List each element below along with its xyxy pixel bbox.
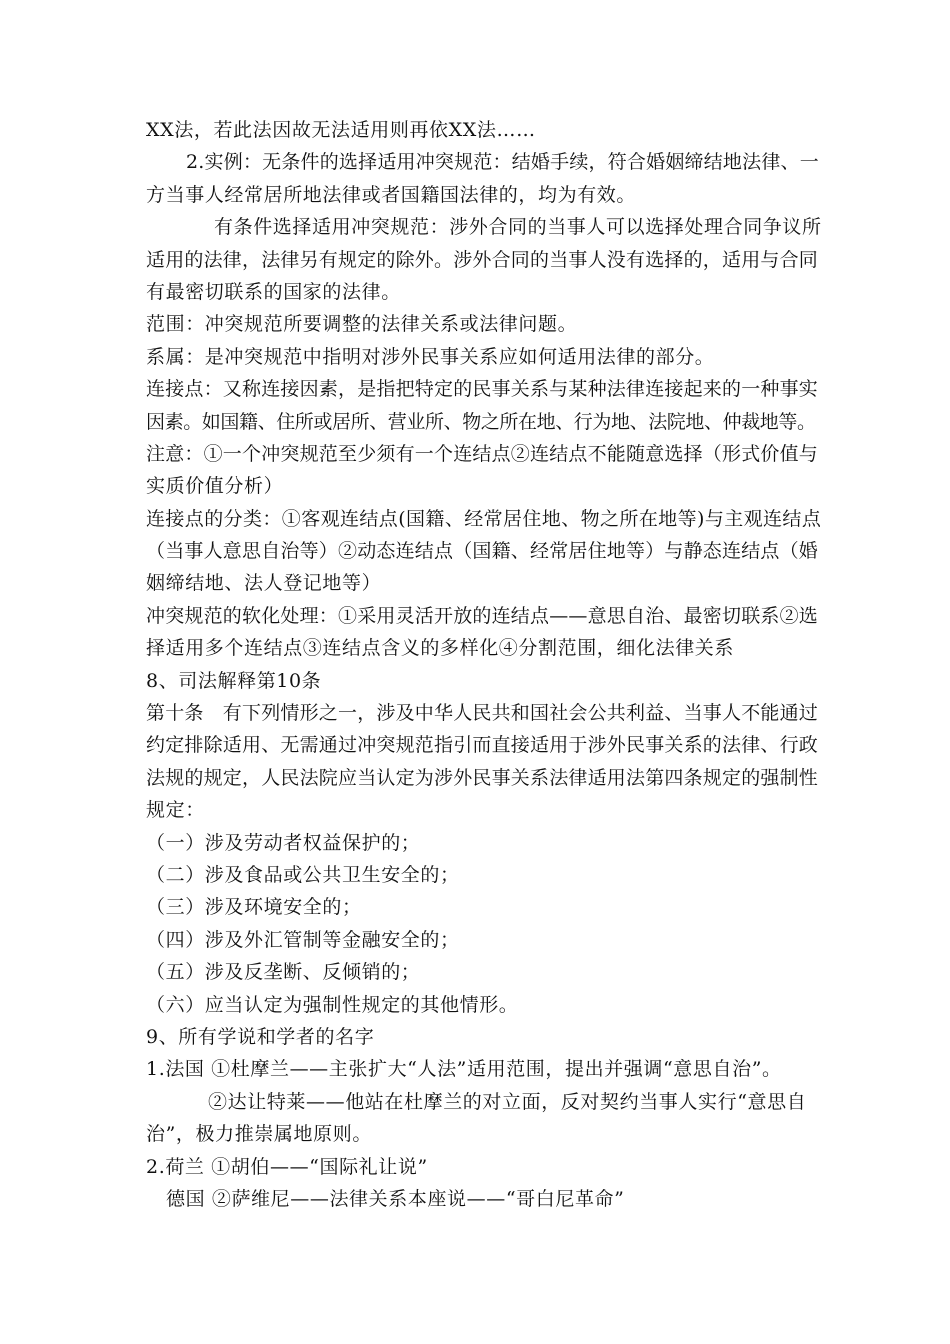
text-line: 姻缔结地、法人登记地等） (146, 572, 382, 595)
text-line: 择适用多个连结点③连结点含义的多样化④分割范围，细化法律关系 (146, 637, 735, 660)
section-heading: 9、所有学说和学者的名字 (146, 1025, 375, 1048)
text-line: 规定： (146, 799, 205, 822)
text-line: 德国 ②萨维尼——法律关系本座说——“哥白尼革命” (166, 1187, 625, 1210)
text-line: 2.实例：无条件的选择适用冲突规范：结婚手续，符合婚姻缔结地法律、一 (186, 151, 819, 174)
text-line: 有条件选择适用冲突规范：涉外合同的当事人可以选择处理合同争议所 (214, 216, 822, 239)
section-heading: 8、司法解释第10条 (146, 669, 322, 692)
text-line: 实质价值分析） (146, 475, 284, 498)
text-line: 2.荷兰 ①胡伯——“国际礼让说” (146, 1155, 428, 1178)
text-line: 范围：冲突规范所要调整的法律关系或法律问题。 (146, 313, 578, 336)
text-line: 法规的规定，人民法院应当认定为涉外民事关系法律适用法第四条规定的强制性 (146, 766, 819, 789)
text-line: 治”，极力推崇属地原则。 (146, 1123, 372, 1146)
text-line: 1.法国 ①杜摩兰——主张扩大“人法”适用范围，提出并强调“意思自治”。 (146, 1058, 782, 1081)
text-line: 系属：是冲突规范中指明对涉外民事关系应如何适用法律的部分。 (146, 345, 715, 368)
text-line: ②达让特莱——他站在杜摩兰的对立面，反对契约当事人实行“意思自 (208, 1090, 807, 1113)
text-line: （当事人意思自治等）②动态连结点（国籍、经常居住地等）与静态连结点（婚 (146, 540, 819, 563)
text-line: 冲突规范的软化处理：①采用灵活开放的连结点——意思自治、最密切联系②选 (146, 604, 819, 627)
list-item: （五）涉及反垄断、反倾销的； (146, 961, 421, 984)
text-line: 适用的法律，法律另有规定的除外。涉外合同的当事人没有选择的，适用与合同 (146, 248, 819, 271)
text-line: XX法，若此法因故无法适用则再依XX法…… (146, 119, 536, 141)
text-line: 因素。如国籍、住所或居所、营业所、物之所在地、行为地、法院地、仲裁地等。 (146, 410, 816, 433)
document-body (146, 114, 822, 1215)
text-line: 连接点：又称连接因素，是指把特定的民事关系与某种法律连接起来的一种事实 (146, 378, 819, 401)
list-item: （六）应当认定为强制性规定的其他情形。 (146, 993, 519, 1016)
text-line: 方当事人经常居所地法律或者国籍国法律的，均为有效。 (146, 183, 637, 206)
list-item: （三）涉及环境安全的； (146, 896, 362, 919)
list-item: （一）涉及劳动者权益保护的； (146, 831, 421, 854)
list-item: （二）涉及食品或公共卫生安全的； (146, 863, 460, 886)
text-line: 第十条 有下列情形之一，涉及中华人民共和国社会公共利益、当事人不能通过 (146, 702, 819, 725)
text-line: 连接点的分类：①客观连结点(国籍、经常居住地、物之所在地等)与主观连结点 (146, 507, 822, 530)
text-line: 约定排除适用、无需通过冲突规范指引而直接适用于涉外民事关系的法律、行政 (146, 734, 819, 757)
text-line: 注意：①一个冲突规范至少须有一个连结点②连结点不能随意选择（形式价值与 (146, 442, 819, 465)
list-item: （四）涉及外汇管制等金融安全的； (146, 928, 460, 951)
text-line: 有最密切联系的国家的法律。 (146, 280, 401, 303)
